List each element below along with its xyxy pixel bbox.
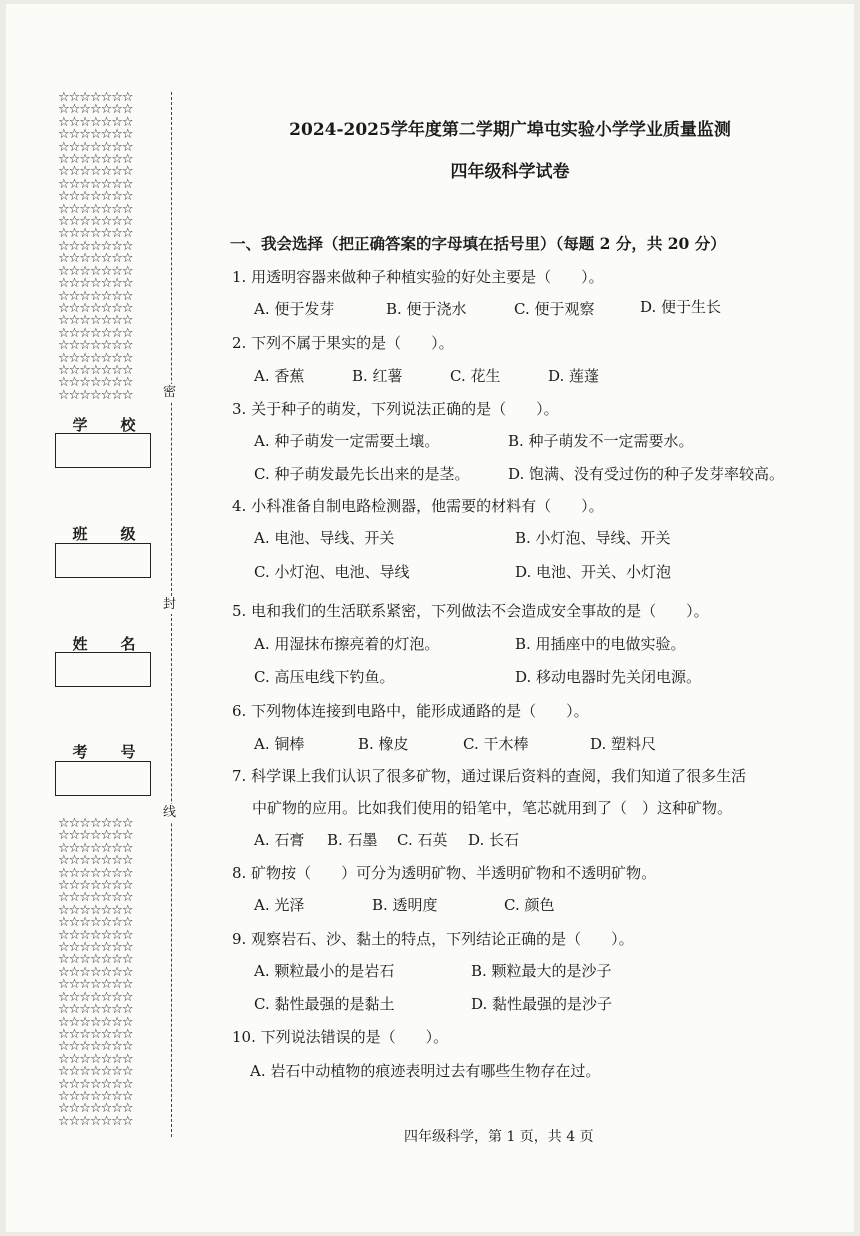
q7-option-a: A. 石膏 bbox=[254, 831, 305, 849]
q1-option-d: D. 便于生长 bbox=[640, 298, 722, 316]
q3-option-c: C. 种子萌发最先长出来的是茎。 bbox=[254, 465, 470, 483]
q6-option-c: C. 干木棒 bbox=[463, 735, 529, 753]
q5-option-d: D. 移动电器时先关闭电源。 bbox=[515, 668, 702, 686]
q1-option-a: A. 便于发芽 bbox=[254, 300, 335, 318]
q4-option-d: D. 电池、开关、小灯泡 bbox=[515, 563, 672, 581]
q1-option-c: C. 便于观察 bbox=[514, 300, 595, 318]
question-10: 10. 下列说法错误的是（ ）。 bbox=[232, 1028, 449, 1046]
q6-option-b: B. 橡皮 bbox=[358, 735, 409, 753]
q8-option-b: B. 透明度 bbox=[372, 896, 438, 914]
q9-option-a: A. 颗粒最小的是岩石 bbox=[254, 962, 395, 980]
q4-option-c: C. 小灯泡、电池、导线 bbox=[254, 563, 410, 581]
exam-title: 2024-2025学年度第二学期广埠屯实验小学学业质量监测 bbox=[289, 120, 731, 140]
q3-option-b: B. 种子萌发不一定需要水。 bbox=[508, 432, 694, 450]
q9-option-d: D. 黏性最强的是沙子 bbox=[471, 995, 613, 1013]
q5-option-a: A. 用湿抹布擦亮着的灯泡。 bbox=[254, 635, 440, 653]
question-7-line-1: 7. 科学课上我们认识了很多矿物，通过课后资料的查阅，我们知道了很多生活 bbox=[232, 767, 747, 785]
q8-option-a: A. 光泽 bbox=[254, 896, 305, 914]
question-7-line-2: 中矿物的应用。比如我们使用的铅笔中，笔芯就用到了（ ）这种矿物。 bbox=[252, 799, 733, 817]
q1-option-b: B. 便于浇水 bbox=[386, 300, 467, 318]
question-5: 5. 电和我们的生活联系紧密，下列做法不会造成安全事故的是（ ）。 bbox=[232, 602, 709, 620]
class-field[interactable] bbox=[55, 543, 151, 578]
q9-option-c: C. 黏性最强的是黏土 bbox=[254, 995, 395, 1013]
q2-option-b: B. 红薯 bbox=[352, 367, 403, 385]
q3-option-d: D. 饱满、没有受过伤的种子发芽率较高。 bbox=[508, 465, 785, 483]
exam-subtitle: 四年级科学试卷 bbox=[450, 162, 570, 182]
star-border-top: ☆☆☆☆☆☆☆ ☆☆☆☆☆☆☆ ☆☆☆☆☆☆☆ ☆☆☆☆☆☆☆ ☆☆☆☆☆☆☆ ☆☆☆☆☆☆☆ ☆☆☆☆☆☆☆ ☆☆☆☆☆☆☆ ☆☆☆☆☆☆☆ ☆☆☆☆☆☆☆ ☆☆☆☆☆☆☆ ☆☆☆☆☆☆☆ ☆☆☆☆☆☆☆ ☆☆☆☆☆☆☆ ☆☆☆☆☆☆☆ ☆☆☆☆☆☆☆ ☆☆☆☆☆☆☆ ☆☆☆☆☆☆☆ ☆☆☆☆☆☆☆ ☆☆☆☆☆☆☆ ☆☆☆☆☆☆☆ ☆☆☆☆☆☆☆ ☆☆☆☆☆☆☆ ☆☆☆☆☆☆☆ ☆☆☆☆☆☆☆ bbox=[58, 92, 133, 402]
question-4: 4. 小科准备自制电路检测器，他需要的材料有（ ）。 bbox=[232, 497, 604, 515]
q6-option-a: A. 铜棒 bbox=[254, 735, 305, 753]
q7-option-d: D. 长石 bbox=[468, 831, 520, 849]
question-3: 3. 关于种子的萌发，下列说法正确的是（ ）。 bbox=[232, 400, 559, 418]
page-footer: 四年级科学，第 1 页，共 4 页 bbox=[404, 1129, 594, 1145]
section-heading: 一、我会选择（把正确答案的字母填在括号里）（每题 2 分，共 20 分） bbox=[230, 234, 726, 253]
q2-option-c: C. 花生 bbox=[450, 367, 501, 385]
school-field[interactable] bbox=[55, 433, 151, 468]
seal-char-mi: 密 bbox=[163, 385, 177, 400]
school-label: 学 校 bbox=[72, 416, 136, 434]
q9-option-b: B. 颗粒最大的是沙子 bbox=[471, 962, 612, 980]
question-2: 2. 下列不属于果实的是（ ）。 bbox=[232, 334, 454, 352]
question-9: 9. 观察岩石、沙、黏土的特点，下列结论正确的是（ ）。 bbox=[232, 930, 634, 948]
q10-option-a: A. 岩石中动植物的痕迹表明过去有哪些生物存在过。 bbox=[250, 1062, 601, 1080]
q7-option-b: B. 石墨 bbox=[327, 831, 378, 849]
star-border-bottom: ☆☆☆☆☆☆☆ ☆☆☆☆☆☆☆ ☆☆☆☆☆☆☆ ☆☆☆☆☆☆☆ ☆☆☆☆☆☆☆ ☆☆☆☆☆☆☆ ☆☆☆☆☆☆☆ ☆☆☆☆☆☆☆ ☆☆☆☆☆☆☆ ☆☆☆☆☆☆☆ ☆☆☆☆☆☆☆ ☆☆☆☆☆☆☆ ☆☆☆☆☆☆☆ ☆☆☆☆☆☆☆ ☆☆☆☆☆☆☆ ☆☆☆☆☆☆☆ ☆☆☆☆☆☆☆ ☆☆☆☆☆☆☆ ☆☆☆☆☆☆☆ ☆☆☆☆☆☆☆ ☆☆☆☆☆☆☆ ☆☆☆☆☆☆☆ ☆☆☆☆☆☆☆ ☆☆☆☆☆☆☆ ☆☆☆☆☆☆☆ bbox=[58, 818, 133, 1129]
seal-char-feng: 封 bbox=[163, 597, 177, 612]
q3-option-a: A. 种子萌发一定需要土壤。 bbox=[254, 432, 440, 450]
seal-char-xian: 线 bbox=[163, 805, 177, 820]
exam-number-label: 考 号 bbox=[72, 743, 136, 761]
q5-option-b: B. 用插座中的电做实验。 bbox=[515, 635, 686, 653]
q6-option-d: D. 塑料尺 bbox=[590, 735, 657, 753]
seal-line bbox=[171, 92, 172, 1137]
q5-option-c: C. 高压电线下钓鱼。 bbox=[254, 668, 395, 686]
q2-option-a: A. 香蕉 bbox=[254, 367, 305, 385]
q4-option-a: A. 电池、导线、开关 bbox=[254, 529, 395, 547]
q4-option-b: B. 小灯泡、导线、开关 bbox=[515, 529, 671, 547]
question-1: 1. 用透明容器来做种子种植实验的好处主要是（ ）。 bbox=[232, 268, 604, 286]
name-label: 姓 名 bbox=[72, 635, 136, 653]
question-6: 6. 下列物体连接到电路中，能形成通路的是（ ）。 bbox=[232, 702, 589, 720]
name-field[interactable] bbox=[55, 652, 151, 687]
q7-option-c: C. 石英 bbox=[397, 831, 448, 849]
q2-option-d: D. 莲蓬 bbox=[548, 367, 600, 385]
exam-number-field[interactable] bbox=[55, 761, 151, 796]
question-8: 8. 矿物按（ ）可分为透明矿物、半透明矿物和不透明矿物。 bbox=[232, 864, 657, 882]
class-label: 班 级 bbox=[72, 525, 136, 543]
q8-option-c: C. 颜色 bbox=[504, 896, 555, 914]
